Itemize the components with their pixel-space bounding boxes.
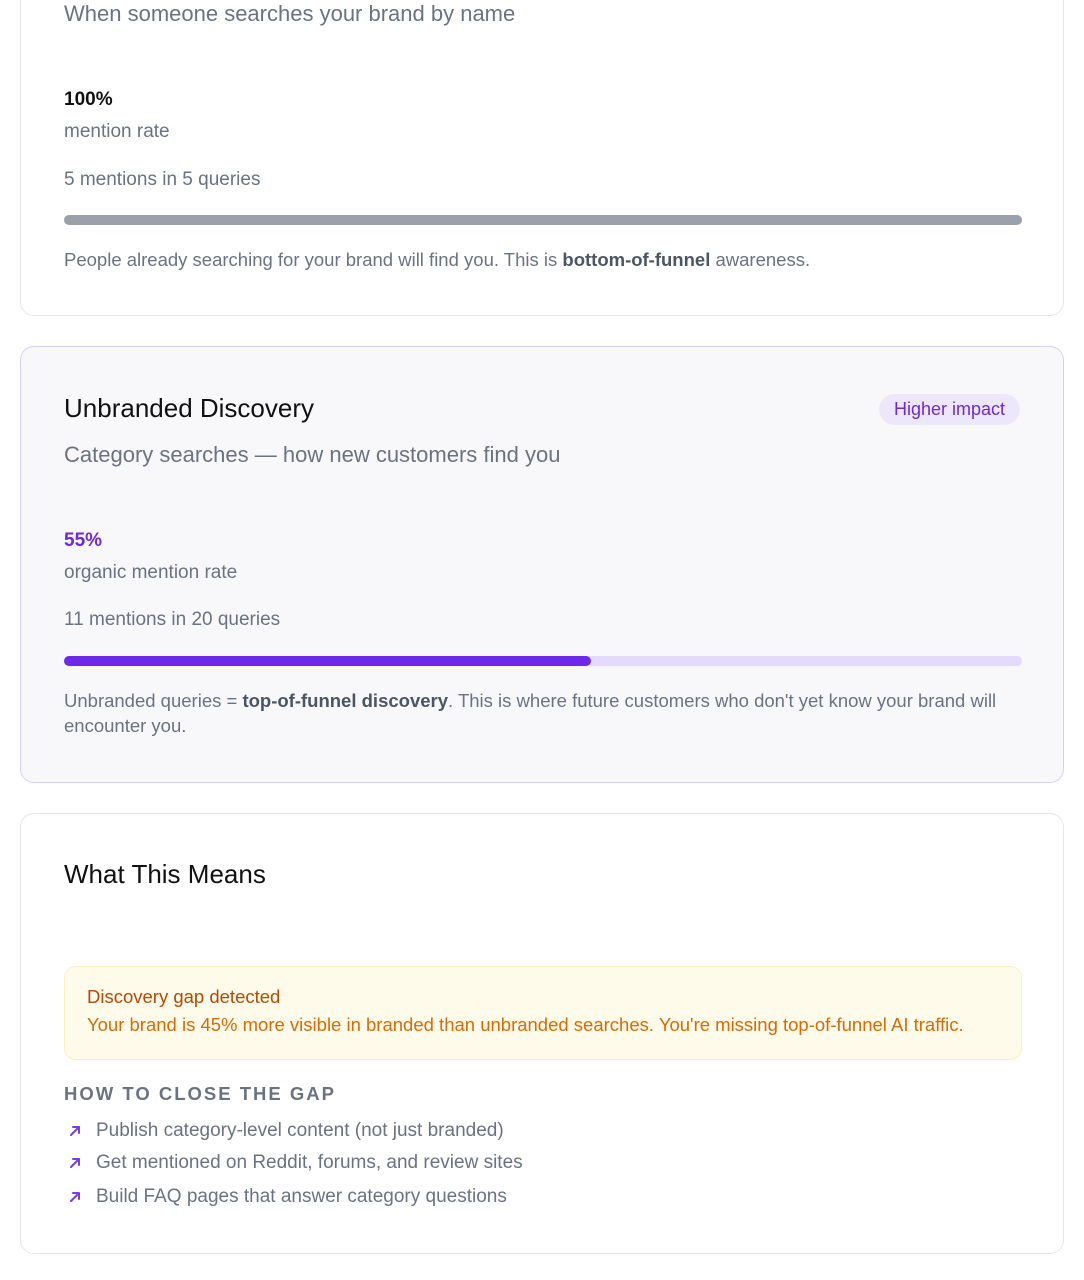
- branded-progress-fill: [64, 215, 1022, 225]
- what-this-means-title: What This Means: [64, 859, 266, 889]
- branded-subtitle: When someone searches your brand by name: [64, 1, 516, 26]
- arrow-up-right-icon: [64, 1120, 86, 1142]
- branded-mention-rate: 100%: [64, 89, 113, 110]
- tip-text: Get mentioned on Reddit, forums, and review sites: [96, 1152, 523, 1173]
- tip-item: [64, 1184, 507, 1210]
- unbranded-mention-count: 11 mentions in 20 queries: [64, 609, 281, 630]
- unbranded-progress-fill: [64, 656, 591, 666]
- alert-body: Your brand is 45% more visible in branded than unbranded searches. You're missing top-of-funnel AI traffic.: [87, 1014, 964, 1035]
- close-gap-heading: HOW TO CLOSE THE GAP: [64, 1083, 336, 1104]
- branded-note: People already searching for your brand will find you. This is bottom-of-funnel awareness.: [64, 249, 811, 270]
- unbranded-rate-label: organic mention rate: [64, 562, 238, 583]
- unbranded-mention-rate: 55%: [64, 530, 103, 551]
- what-this-means-card: [20, 813, 1064, 1254]
- arrow-up-right-icon: [64, 1152, 86, 1174]
- tip-item: [64, 1118, 504, 1144]
- tip-text: Publish category-level content (not just branded): [96, 1120, 504, 1141]
- higher-impact-badge: Higher impact: [879, 394, 1020, 425]
- discovery-gap-alert: [64, 966, 1022, 1060]
- alert-title: Discovery gap detected: [87, 986, 281, 1007]
- unbranded-note: Unbranded queries = top-of-funnel discovery. This is where future customers who don't yet know your brand will encounter you.: [64, 690, 997, 736]
- branded-progress-bar: [64, 215, 1022, 225]
- unbranded-progress-bar: [64, 656, 1022, 666]
- branded-search-card: [20, 0, 1064, 316]
- tip-text: Build FAQ pages that answer category questions: [96, 1186, 507, 1207]
- branded-mention-count: 5 mentions in 5 queries: [64, 169, 261, 190]
- branded-rate-label: mention rate: [64, 121, 170, 142]
- arrow-up-right-icon: [64, 1186, 86, 1208]
- tip-item: [64, 1150, 523, 1176]
- unbranded-discovery-card: [20, 346, 1064, 783]
- unbranded-title: Unbranded Discovery: [64, 393, 315, 423]
- unbranded-subtitle: Category searches — how new customers find you: [64, 442, 561, 467]
